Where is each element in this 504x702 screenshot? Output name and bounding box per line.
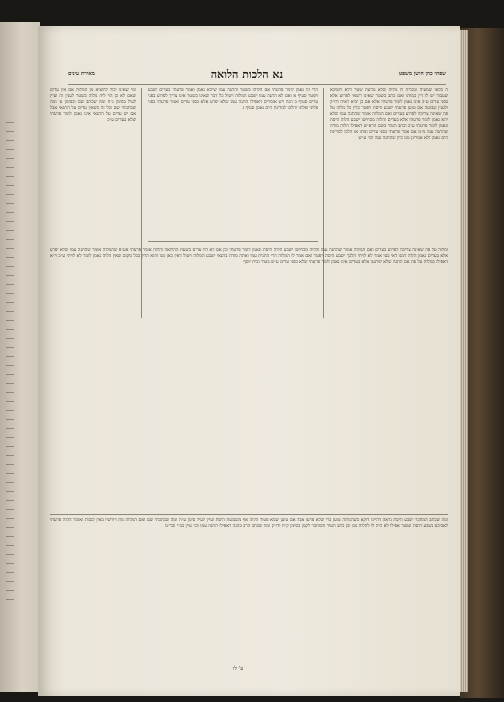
book-page — [38, 26, 460, 696]
right-commentary-text: ה בלאו שמעיה ומגליה לו מלוה שלא מדעת שטר דלא חשיבא שעבוד יש לו דין כמותו ואם כתב בשטר שאינו רשאי לפרוע אלא בפני עדים ע״כ אינו נאמן לומר פרעתי אלא אם כן יביא ראיה ודו״ק ולענין שבועה אם טוען פרעתי ישבע היסת ויפטר כדין כל מלוה על פה שאינה צריכה לפרוע בעדים ואם המלוה אומר שהתנה עמו שלא יהא נאמן לומר פרעתי אלא בעדים והלוה מכחישו ישבע הלוה היסת ונאמן לומר פרעתי ע״כ וכתב הטור בשם הרא״ש דאפילו הלוה מודה שהתנה עמו מ״מ אם אמר פרעתי בפני עדים ומתו או הלכו למדינת הים נאמן ולא אמרינן מגו כיון שהתנה עמו וכו׳ ע״ש — [330, 88, 448, 141]
main-text-divider — [148, 241, 318, 242]
main-text-top-content: הרי זה נאמן לומר פרעתי אם הלוהו בשטר והתנה עמו שיהא נאמן ואמר פרעתי בעדים ישבע ויפטר סעיף א ואם לא התנה עמו ישבע המלוה ויטול כל דבר שאינו בשטר אינו צריך לפרוע בפני עדים סעיף ב הגה ויש אומרים דאפילו התנה עמו שלא יפרע אלא בפני עדים ואמר פרעתי בפני פלוני ופלוני והלכו למדינת הים נאמן סעיף ג — [148, 88, 318, 111]
signature-mark: ע' לו — [233, 666, 244, 672]
facing-page-edge — [0, 22, 40, 692]
header-left: מאירת עינים — [68, 71, 95, 77]
left-commentary-text: ומי שאינו יכול להוציא מן המלוה אם אין עדים שאם לא כן הוי ליה מלוה בשטר לענין זה ועיין לעיל בסימן נ״ח ומה שכתב שם ובסימן ע׳ ומה שכתבתי שם וכל זה כשאין עדים על התנאי אבל אם יש עדים על התנאי אינו נאמן לומר פרעתי שלא בעדים ע״כ — [50, 88, 136, 123]
bottom-notes-text: ומה שכתב המחבר ישבע היסת נראה דהיינו דוקא כשהמלוה טוען ברי שלא פרעו אבל אם טוען שמא פטור הלוה אף משבועת היסת ועיין לעיל סימן ע״ה ומה שכתבתי שם ואם המלוה מת ויורשיו באין לגבות ואומר הלוה פרעתי לאביכם נשבע היסת ונפטר אפילו לא היה לו להלוה מגו וכן כתב הטור והמחבר לקמן בסימן ק״ח ודו״ק ומה שכתב הרב בהגה דאפילו התנה עמו וכו׳ עיין בב״י ובד״מ — [50, 518, 448, 529]
main-text-bottom — [50, 248, 448, 510]
header-middle: נא הלכות הלואה — [210, 67, 284, 81]
main-text-bottom-content: ומלוה על פה שאינה צריכה לפרוע בעדים ואם המלוה אומר שהתנה עמו והלוה מכחישו ישבע הלוה היסת ונאמן לומר פרעתי וכן אם לא היו עדים בשעת ההלואה והלוה אומר פרעתי אע״פ שהמלוה אומר שהתנה עמו שלא יפרע אלא בעדים נאמן הלוה דמגו דאי בעי אמר לא לויתי הלכך ישבע היסת ויפטר ואם אמר לו המלוה הרי התנית עמי ואתה מודה בתנאי ישבע המלוה ויטול דאין כאן מגו והוא הדין בכל מקום שאין הלוה נאמן לומר לא לויתי ע״כ וי״א דאפילו במלוה על פה אם התנה שלא יפרענו אלא בעדים אינו נאמן לומר פרעתי שלא בפני עדים ע״ש בטור ובית יוסף — [50, 248, 448, 265]
footer-divider — [50, 514, 448, 515]
bottom-notes — [50, 518, 448, 638]
facing-page-text-edge — [6, 122, 14, 602]
main-text-top — [148, 88, 318, 238]
running-header — [68, 64, 446, 85]
header-right: שפתי כהן חושן משפט — [398, 71, 446, 77]
